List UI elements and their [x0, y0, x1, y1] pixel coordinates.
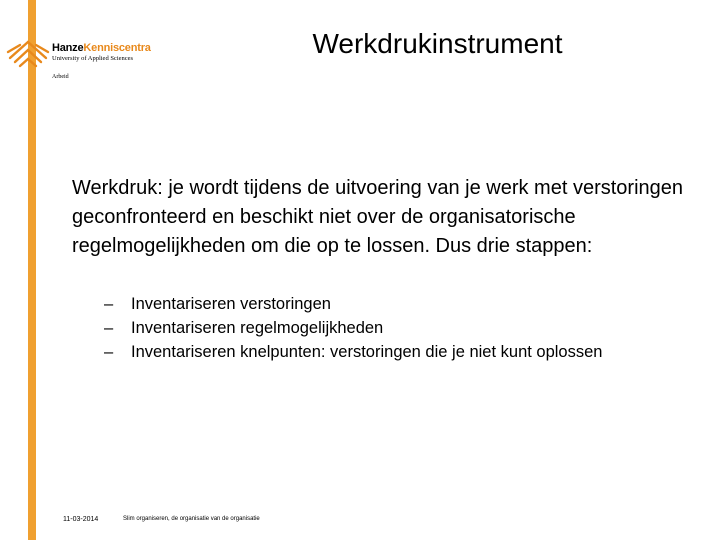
list-item: [104, 292, 664, 316]
list-item: [104, 316, 664, 340]
slide-title: Werkdrukinstrument: [312, 28, 563, 59]
logo-name-part2: Kenniscentra: [83, 42, 151, 54]
list-item-text: Inventariseren verstoringen: [131, 295, 331, 313]
list-item-text: Inventariseren regelmogelijkheden: [131, 319, 384, 337]
logo-subtitle: University of Applied Sciences: [52, 55, 134, 62]
bullet-dash: –: [104, 343, 114, 361]
slide-paragraph: Werkdruk: je wordt tijdens de uitvoering van je werk met verstoringen geconfronteerd en beschikt niet over de organisatorische regelmogelijkheden om die op te lossen. Dus drie stappen:: [72, 177, 684, 257]
footer-text: Slim organiseren, de organisatie van de organisatie: [123, 516, 260, 522]
logo-name: [52, 42, 151, 54]
logo: [6, 30, 181, 90]
hanze-logo-icon: [6, 32, 50, 72]
bullet-dash: –: [104, 319, 114, 337]
logo-name-part1: Hanze: [52, 42, 84, 54]
logo-department: Arbeid: [52, 74, 69, 80]
list-item: [104, 340, 664, 364]
bullet-list: [104, 292, 664, 364]
footer-date: 11-03-2014: [63, 516, 99, 523]
list-item-text: Inventariseren knelpunten: verstoringen die je niet kunt oplossen: [131, 343, 603, 361]
bullet-dash: –: [104, 295, 114, 313]
